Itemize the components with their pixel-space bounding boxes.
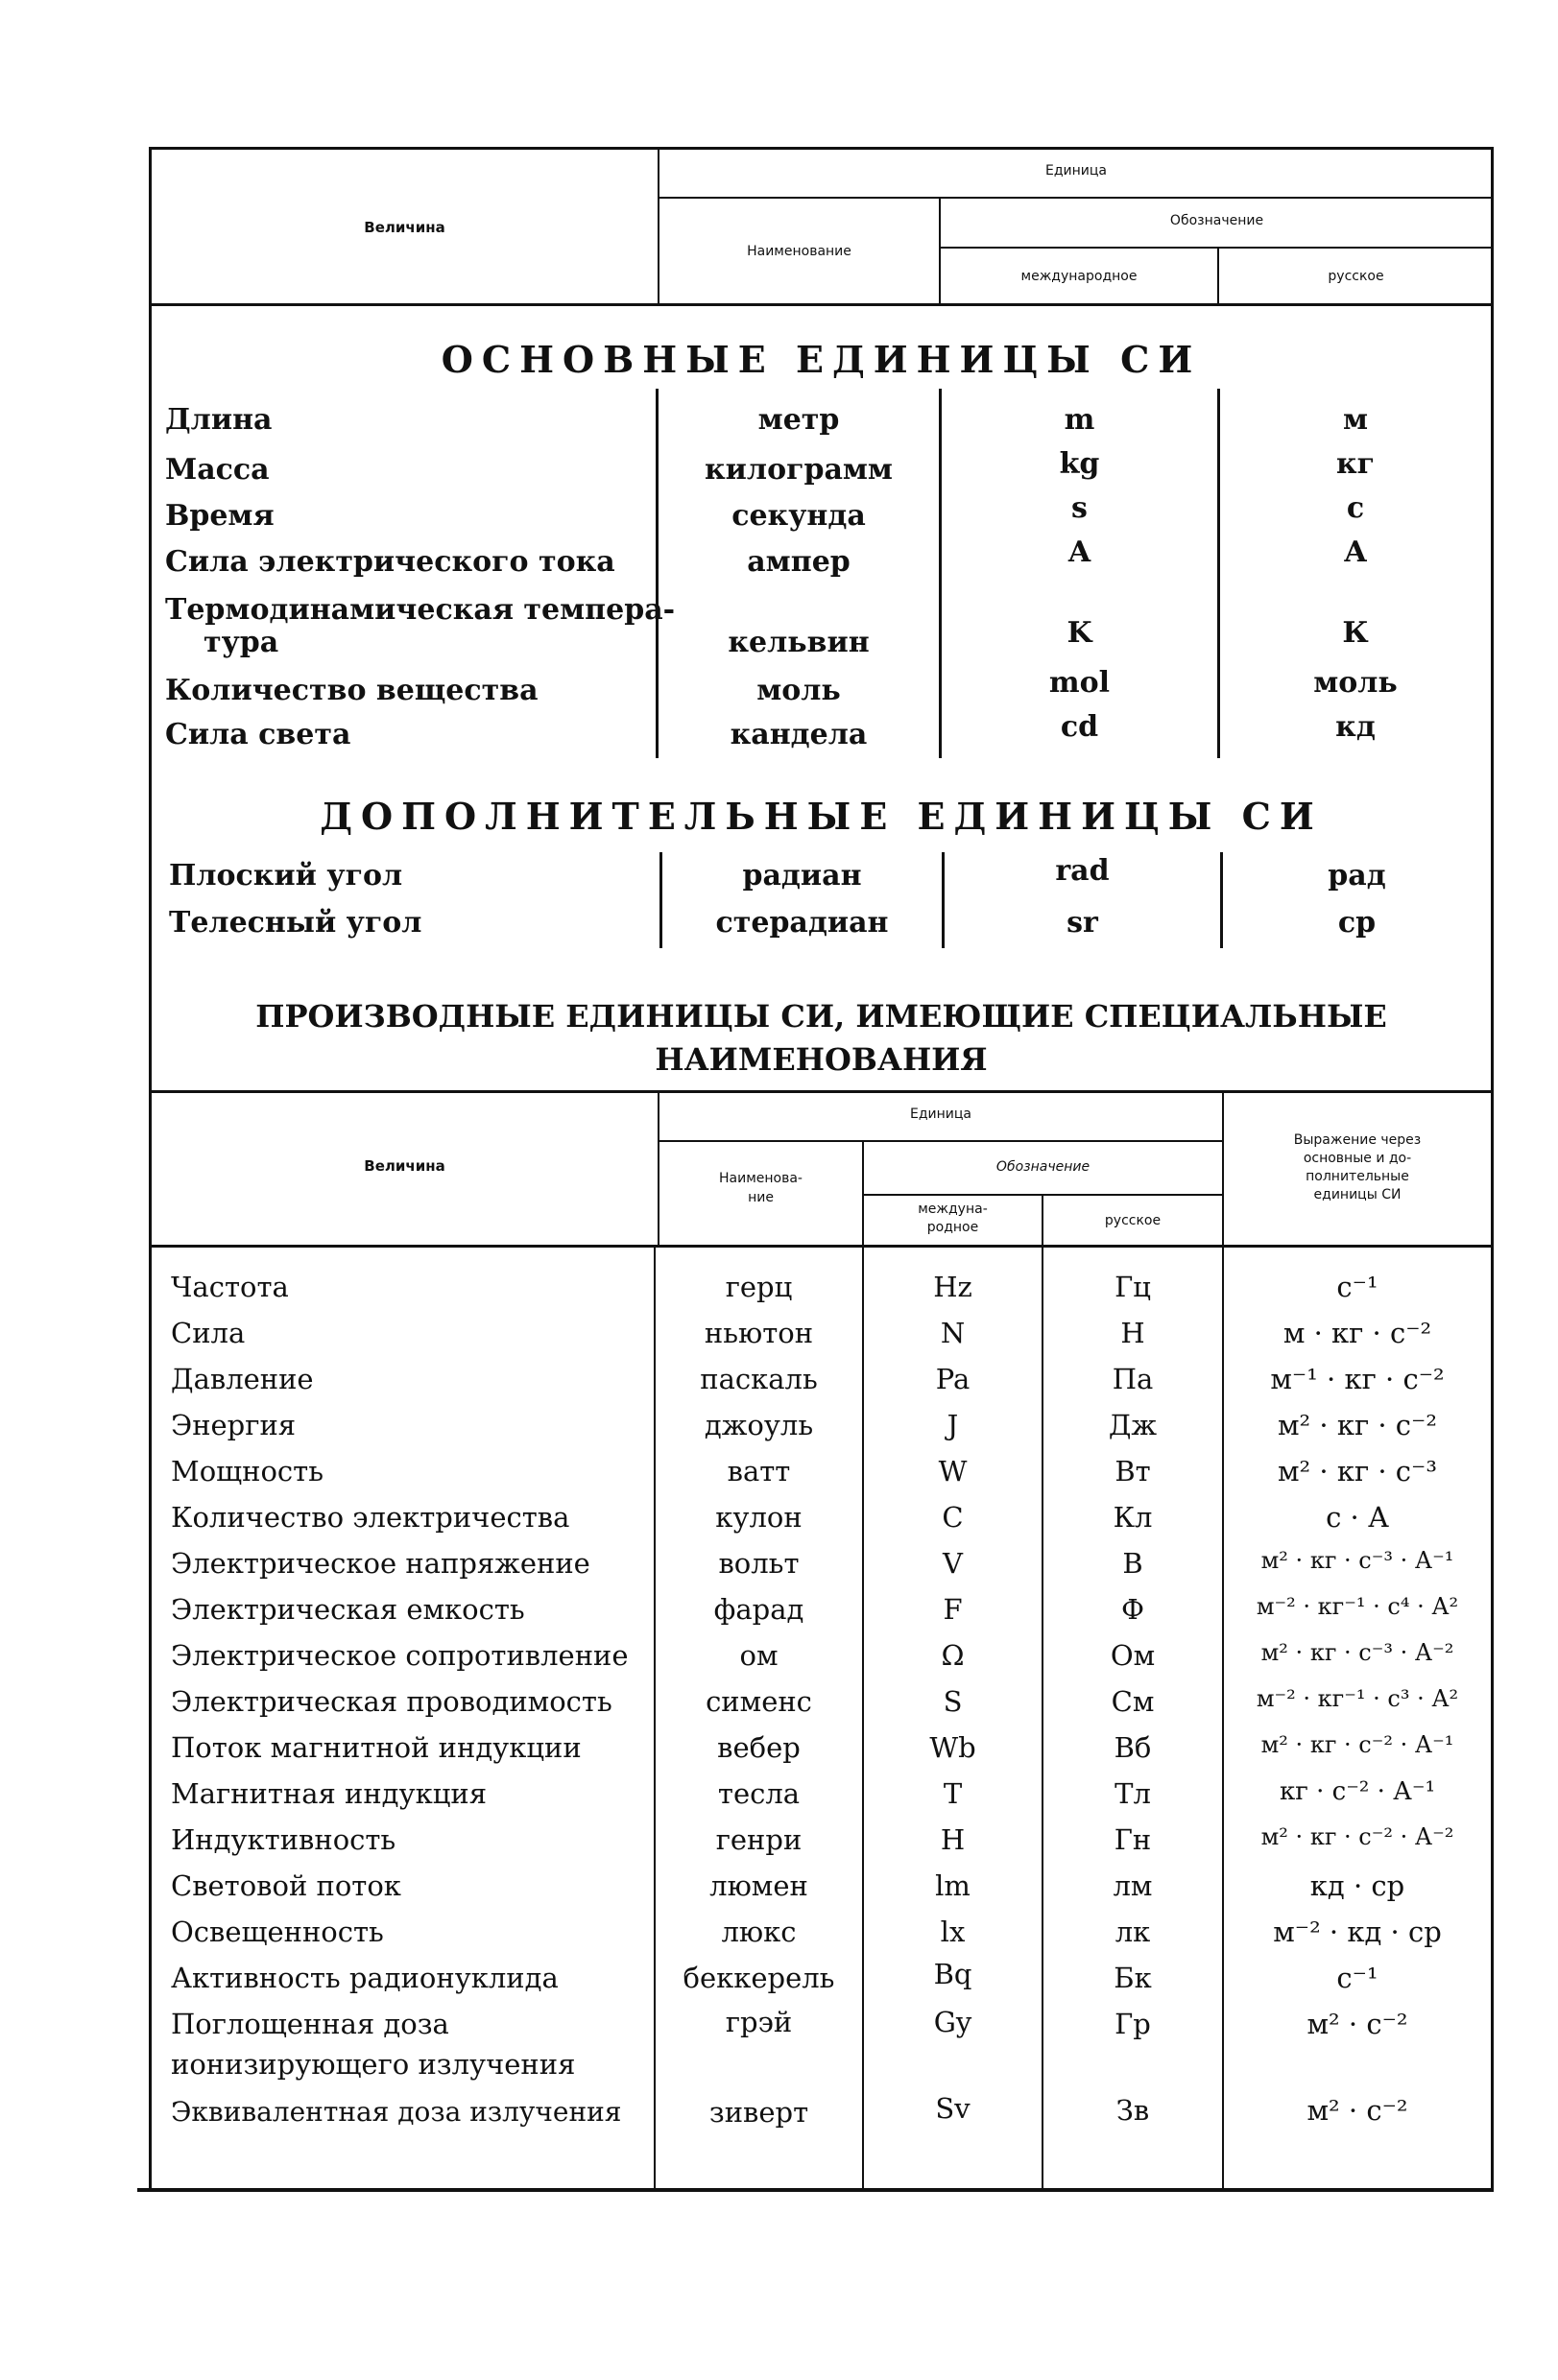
table-row-rus: Бк bbox=[1114, 1962, 1152, 1994]
table-row-intl: T bbox=[943, 1777, 963, 1810]
header2-name-line2: ние bbox=[748, 1190, 774, 1205]
header2-unit: Единица bbox=[910, 1107, 971, 1122]
table-row-quantity: Сила электрического тока bbox=[165, 545, 615, 579]
header1-quantity: Величина bbox=[364, 219, 445, 236]
section1-divider-intl bbox=[939, 389, 942, 758]
table-row-expr: кд · ср bbox=[1309, 1869, 1405, 1902]
table-row-rus: ср bbox=[1337, 906, 1377, 940]
table-row-rus: моль bbox=[1313, 666, 1398, 700]
table-row-expr: м² · кг · с⁻² · А⁻² bbox=[1260, 1823, 1454, 1850]
table-row-name: фарад bbox=[713, 1593, 804, 1626]
table-row-intl: kg bbox=[1059, 447, 1100, 481]
table-row-name: ньютон bbox=[704, 1317, 814, 1349]
table-row-name: люмен bbox=[709, 1869, 808, 1902]
header1-symbol-underline bbox=[939, 247, 1493, 249]
table-row-name: метр bbox=[757, 403, 840, 437]
table-row-quantity-cont: тура bbox=[204, 626, 279, 659]
table-row-intl: m bbox=[1064, 403, 1095, 437]
table-row-name: стерадиан bbox=[715, 906, 889, 940]
table-row-quantity: Термодинамическая темпера- bbox=[165, 593, 676, 627]
table-row-intl: K bbox=[1067, 616, 1092, 650]
table-row-quantity: Телесный угол bbox=[169, 906, 422, 940]
header2-symbol: Обозначение bbox=[995, 1159, 1091, 1175]
table-row-name: моль bbox=[756, 674, 841, 707]
table-row-intl: A bbox=[1067, 536, 1091, 569]
table-row-rus: Гц bbox=[1115, 1271, 1151, 1303]
table-row-name: зиверт bbox=[708, 2096, 809, 2129]
table-row-rus: Вт bbox=[1115, 1455, 1151, 1488]
table-row-quantity: Частота bbox=[171, 1271, 289, 1303]
table-row-expr: м² · кг · с⁻³ bbox=[1278, 1455, 1437, 1488]
table-row-intl: W bbox=[938, 1455, 968, 1488]
table-row-quantity: Энергия bbox=[171, 1409, 297, 1441]
header1-international: международное bbox=[1020, 269, 1138, 284]
table-row-intl: Gy bbox=[933, 2006, 972, 2038]
table-row-expr: кг · с⁻² · А⁻¹ bbox=[1279, 1777, 1435, 1806]
table-row-expr: м² · с⁻² bbox=[1306, 2094, 1408, 2127]
table-row-intl: Wb bbox=[929, 1731, 976, 1764]
header2-bottom bbox=[149, 1245, 1494, 1248]
table-row-quantity: Поток магнитной индукции bbox=[171, 1731, 582, 1764]
table-border-bottom bbox=[137, 2188, 1494, 2192]
table-row-intl: mol bbox=[1048, 666, 1111, 700]
table-row-intl: C bbox=[942, 1501, 964, 1534]
table-row-quantity: Электрическое напряжение bbox=[171, 1547, 590, 1580]
table-row-name: герц bbox=[725, 1271, 793, 1303]
table-row-rus: лм bbox=[1113, 1869, 1153, 1902]
table-row-rus: кг bbox=[1335, 447, 1376, 481]
table-row-name: вебер bbox=[717, 1731, 801, 1764]
table-row-rus: Кл bbox=[1113, 1501, 1153, 1534]
table-row-quantity: Мощность bbox=[171, 1455, 324, 1488]
table-row-intl: s bbox=[1071, 491, 1088, 525]
table-row-rus: Н bbox=[1120, 1317, 1145, 1349]
table-row-name: люкс bbox=[721, 1916, 797, 1948]
table-border-right bbox=[1491, 147, 1494, 2191]
table-row-expr: м⁻¹ · кг · с⁻² bbox=[1270, 1363, 1445, 1395]
table-row-intl: V bbox=[943, 1547, 963, 1580]
table-row-intl: rad bbox=[1055, 854, 1110, 888]
table-row-intl: Hz bbox=[933, 1271, 972, 1303]
header1-bottom bbox=[149, 303, 1494, 306]
table-row-expr: м⁻² · кг⁻¹ · с⁴ · А² bbox=[1256, 1593, 1459, 1620]
table-row-name: секунда bbox=[731, 499, 866, 533]
table-row-intl: Bq bbox=[933, 1958, 972, 1990]
table-row-intl: N bbox=[940, 1317, 966, 1349]
table-row-name: килограмм bbox=[705, 453, 893, 487]
table-row-quantity: Сила bbox=[171, 1317, 246, 1349]
table-row-name: кандела bbox=[730, 718, 868, 751]
table-row-quantity: Активность радионуклида bbox=[171, 1962, 559, 1994]
table-row-name: тесла bbox=[717, 1777, 801, 1810]
header2-expr-line4: единицы СИ bbox=[1313, 1187, 1402, 1202]
table-row-quantity: Плоский угол bbox=[169, 859, 403, 892]
table-row-expr: м² · кг · с⁻³ · А⁻² bbox=[1260, 1639, 1454, 1666]
table-row-intl: Ω bbox=[941, 1639, 965, 1672]
table-row-quantity: Освещенность bbox=[171, 1916, 384, 1948]
table-row-expr: с · А bbox=[1326, 1501, 1389, 1534]
table-row-expr: с⁻¹ bbox=[1336, 1962, 1378, 1994]
header1-russian: русское bbox=[1328, 269, 1384, 284]
header2-international-line2: родное bbox=[926, 1220, 979, 1235]
table-row-name: вольт bbox=[718, 1547, 800, 1580]
table-row-rus: К bbox=[1342, 616, 1369, 650]
table-row-rus: См bbox=[1111, 1685, 1155, 1718]
table-row-rus: рад bbox=[1328, 859, 1386, 892]
table-row-rus: A bbox=[1344, 536, 1367, 569]
table-row-intl: sr bbox=[1067, 906, 1098, 940]
table-row-name: ом bbox=[739, 1639, 779, 1672]
table-row-rus: кд bbox=[1335, 710, 1376, 744]
table-row-quantity: Электрическая проводимость bbox=[171, 1685, 612, 1718]
table-row-rus: Па bbox=[1112, 1363, 1154, 1395]
table-row-expr: м² · кг · с⁻² · А⁻¹ bbox=[1260, 1731, 1454, 1758]
section1-divider-rus bbox=[1217, 389, 1220, 758]
table-row-quantity: Давление bbox=[171, 1363, 314, 1395]
header2-expr-line2: основные и до- bbox=[1303, 1151, 1412, 1166]
header1-unit: Единица bbox=[1045, 163, 1107, 178]
table-row-name: ватт bbox=[727, 1455, 791, 1488]
table-row-intl: S bbox=[943, 1685, 963, 1718]
table-row-expr: м² · кг · с⁻² bbox=[1278, 1409, 1437, 1441]
header1-symbol: Обозначение bbox=[1169, 213, 1264, 228]
table-row-expr: м · кг · с⁻² bbox=[1282, 1317, 1432, 1349]
table-row-quantity: Длина bbox=[165, 403, 273, 437]
header2-expr-line1: Выражение через bbox=[1293, 1132, 1422, 1148]
table-row-name: джоуль bbox=[704, 1409, 814, 1441]
table-row-rus: Ом bbox=[1110, 1639, 1156, 1672]
table-row-expr: м² · кг · с⁻³ · А⁻¹ bbox=[1260, 1547, 1454, 1574]
table-row-intl: Pa bbox=[935, 1363, 971, 1395]
table-row-quantity: Сила света bbox=[165, 718, 351, 751]
table-row-name: сименс bbox=[706, 1685, 812, 1718]
header1-unit-underline bbox=[658, 197, 1493, 199]
table-row-name: паскаль bbox=[700, 1363, 818, 1395]
table-row-quantity: Количество электричества bbox=[171, 1501, 570, 1534]
table-row-quantity: Количество вещества bbox=[165, 674, 539, 707]
table-row-rus: Тл bbox=[1115, 1777, 1151, 1810]
table-row-rus: Гр bbox=[1115, 2008, 1151, 2040]
header2-international-line1: междуна- bbox=[918, 1202, 988, 1217]
table-row-intl: Sv bbox=[935, 2092, 971, 2125]
table-row-rus: В bbox=[1122, 1547, 1143, 1580]
table-row-expr: с⁻¹ bbox=[1336, 1271, 1378, 1303]
table-row-expr: м⁻² · кг⁻¹ · с³ · А² bbox=[1256, 1685, 1459, 1712]
header2-quantity: Величина bbox=[364, 1157, 445, 1175]
table-row-intl: cd bbox=[1060, 710, 1099, 744]
table-row-rus: м bbox=[1342, 403, 1369, 437]
table-row-rus: Зв bbox=[1115, 2094, 1150, 2127]
table-row-rus: Дж bbox=[1108, 1409, 1158, 1441]
table-row-quantity: Электрическая емкость bbox=[171, 1593, 525, 1626]
table-row-name: генри bbox=[715, 1823, 803, 1856]
table-row-rus: Гн bbox=[1114, 1823, 1152, 1856]
table-row-intl: J bbox=[947, 1409, 959, 1441]
table-row-quantity: Электрическое сопротивление bbox=[171, 1639, 629, 1672]
table-row-name: беккерель bbox=[683, 1962, 835, 1994]
table-row-intl: lx bbox=[940, 1916, 966, 1948]
table-row-rus: Вб bbox=[1114, 1731, 1152, 1764]
section3-title-line1: ПРОИЗВОДНЫЕ ЕДИНИЦЫ СИ, ИМЕЮЩИЕ СПЕЦИАЛЬНЫЕ bbox=[255, 998, 1387, 1035]
section2-title: ДОПОЛНИТЕЛЬНЫЕ ЕДИНИЦЫ СИ bbox=[320, 795, 1323, 838]
header2-unit-underline bbox=[658, 1140, 1224, 1142]
table-row-intl: lm bbox=[935, 1869, 971, 1902]
table-row-name: ампер bbox=[747, 545, 851, 579]
table-row-name: кельвин bbox=[728, 626, 870, 659]
table-row-expr: м² · с⁻² bbox=[1306, 2008, 1408, 2040]
table-row-quantity: Индуктивность bbox=[171, 1823, 396, 1856]
table-row-intl: F bbox=[943, 1593, 963, 1626]
table-row-name: кулон bbox=[715, 1501, 803, 1534]
table-row-rus: лк bbox=[1115, 1916, 1151, 1948]
table-row-rus: Ф bbox=[1120, 1593, 1145, 1626]
section3-title-line2: НАИМЕНОВАНИЯ bbox=[655, 1041, 988, 1078]
table-row-quantity: Масса bbox=[165, 453, 270, 487]
header2-top bbox=[149, 1090, 1494, 1093]
header2-expr-line3: полнительные bbox=[1306, 1169, 1409, 1184]
table-row-quantity: Магнитная индукция bbox=[171, 1777, 487, 1810]
table-row-quantity: Эквивалентная доза излучения bbox=[171, 2096, 622, 2128]
table-row-rus: с bbox=[1346, 491, 1365, 525]
header1-name: Наименование bbox=[747, 244, 851, 259]
header2-name-line1: Наименова- bbox=[719, 1171, 803, 1186]
table-row-name: грэй bbox=[725, 2006, 793, 2038]
table-row-name: радиан bbox=[742, 859, 862, 892]
table-border-top bbox=[149, 147, 1494, 150]
header2-russian: русское bbox=[1104, 1213, 1162, 1228]
table-row-quantity: Поглощенная доза bbox=[171, 2008, 449, 2040]
table-row-quantity: Световой поток bbox=[171, 1869, 401, 1902]
table-row-expr: м⁻² · кд · ср bbox=[1273, 1916, 1442, 1948]
table-row-quantity-cont: ионизирующего излучения bbox=[171, 2048, 576, 2081]
table-row-intl: H bbox=[940, 1823, 966, 1856]
section1-title: ОСНОВНЫЕ ЕДИНИЦЫ СИ bbox=[441, 338, 1202, 381]
table-row-quantity: Время bbox=[165, 499, 275, 533]
